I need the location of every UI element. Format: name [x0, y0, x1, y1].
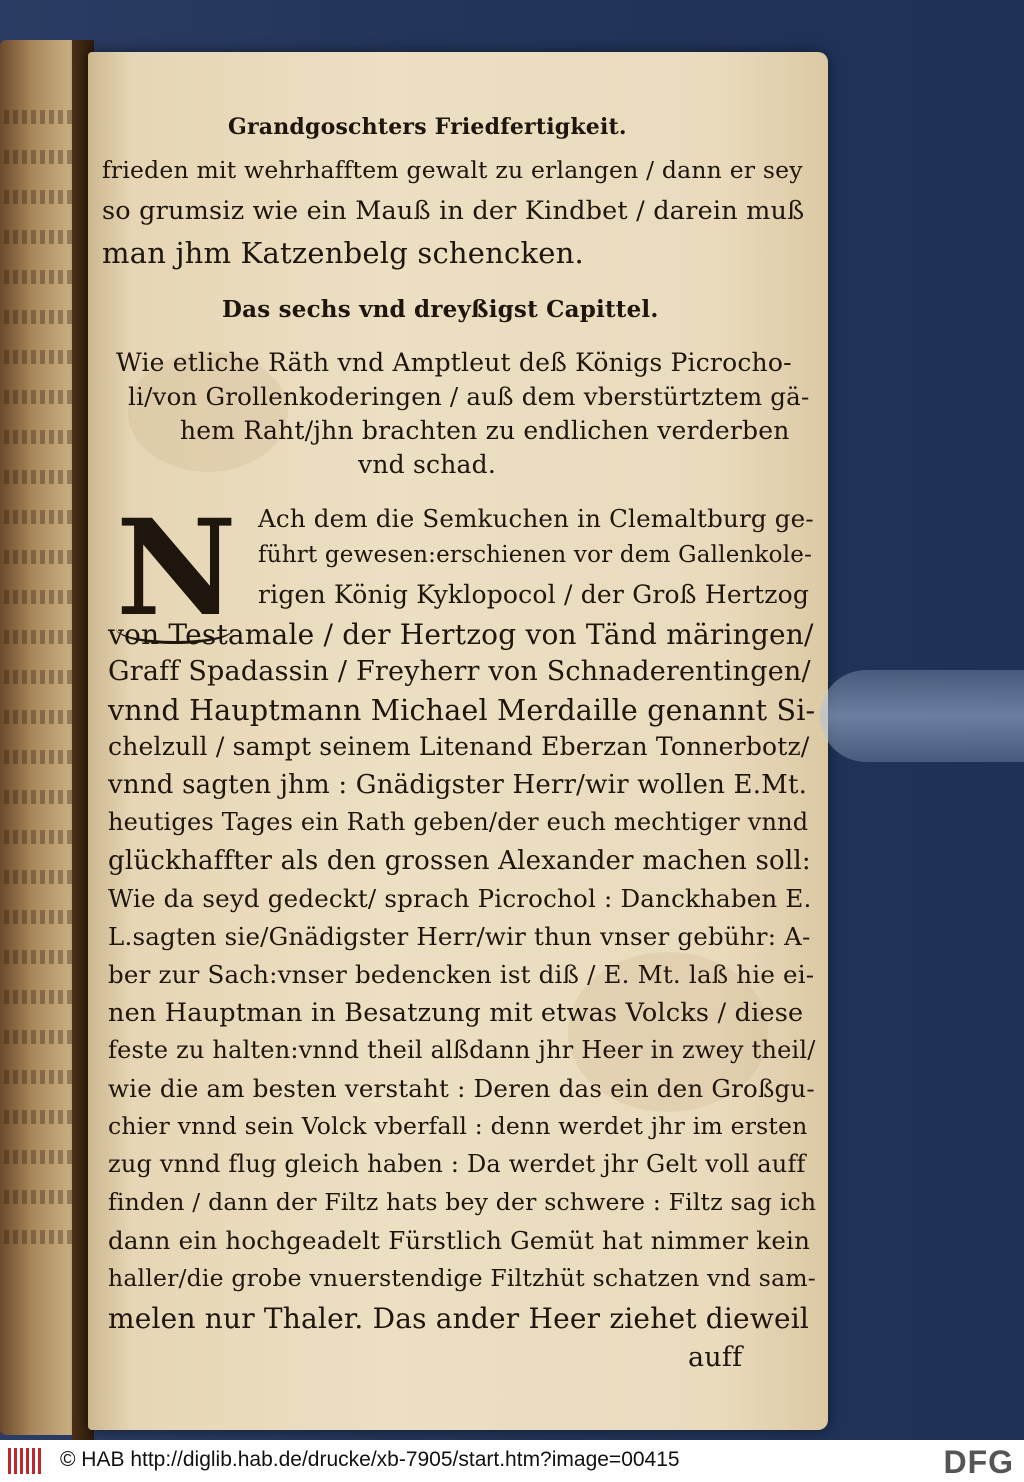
text-line: vnnd Hauptmann Michael Merdaille genannt Si- [108, 694, 816, 727]
text-line: feste zu halten:vnnd theil alßdann jhr Heer in zwey theil/ [108, 1036, 816, 1064]
text-line: Graff Spadassin / Freyherr von Schnaderentingen/ [108, 656, 811, 687]
text-line: haller/die grobe vnuerstendige Filtzhüt schatzen vnd sam- [108, 1264, 816, 1292]
text-line: nen Hauptman in Besatzung mit etwas Volcks / diese [108, 998, 804, 1028]
chapter-heading-line: hem Raht/jhn brachten zu endlichen verderben [180, 416, 790, 445]
text-line: chelzull / sampt seinem Litenand Eberzan Tonnerbotz/ [108, 732, 810, 761]
text-line: heutiges Tages ein Rath geben/der euch mechtiger vnnd [108, 808, 809, 836]
hab-logo-icon [6, 1448, 46, 1474]
footer-bar [0, 1440, 1024, 1482]
glass-page-clamp [820, 670, 1024, 762]
text-line: finden / dann der Filtz hats bey der schwere : Filtz sag ich [108, 1188, 817, 1216]
text-line: Wie da seyd gedeckt/ sprach Picrochol : Danckhaben E. [108, 884, 812, 913]
text-line: rigen König Kyklopocol / der Groß Hertzog [258, 580, 810, 609]
text-line: chier vnnd sein Volck vberfall : denn werdet jhr im ersten [108, 1112, 808, 1140]
running-head: Grandgoschters Friedfertigkeit. [228, 114, 627, 140]
chapter-heading-line: Wie etliche Räth vnd Amptleut deß Königs Picrocho- [116, 348, 792, 377]
dfg-logo: DFG [943, 1444, 1014, 1480]
chapter-heading-line: vnd schad. [358, 450, 496, 479]
text-line: ber zur Sach:vnser bedencken ist diß / E. Mt. laß hie ei- [108, 960, 815, 989]
text-line: L.sagten sie/Gnädigster Herr/wir thun vnser gebühr: A- [108, 922, 811, 951]
text-line: von Testamale / der Hertzog von Tänd märingen/ [108, 618, 814, 651]
source-link[interactable]: © HAB http://diglib.hab.de/drucke/xb-7905/start.htm?image=00415 [60, 1448, 680, 1471]
text-line: vnnd sagten jhm : Gnädigster Herr/wir wollen E.Mt. [108, 770, 808, 800]
initial-letter: N [116, 491, 237, 646]
text-line: Ach dem die Semkuchen in Clemaltburg ge- [258, 504, 814, 533]
text-line: dann ein hochgeadelt Fürstlich Gemüt hat nimmer kein [108, 1226, 811, 1255]
text-line: glückhaffter als den grossen Alexander machen soll: [108, 846, 811, 876]
chapter-title: Das sechs vnd dreyßigst Capittel. [222, 296, 659, 323]
catchword: auff [688, 1342, 743, 1373]
chapter-heading-line: li/von Grollenkoderingen / auß dem vberstürtztem gä- [128, 382, 810, 411]
text-line: führt gewesen:erschienen vor dem Gallenkole- [258, 542, 813, 568]
text-line: so grumsiz wie ein Mauß in der Kindbet / darein muß [102, 196, 805, 226]
text-line: zug vnnd flug gleich haben : Da werdet jhr Gelt voll auff [108, 1150, 806, 1178]
book-page [88, 52, 828, 1430]
decorated-initial [116, 491, 237, 646]
text-line: man jhm Katzenbelg schencken. [102, 236, 584, 270]
text-line: wie die am besten verstaht : Deren das ein den Großgu- [108, 1074, 815, 1103]
text-line: frieden mit wehrhafftem gewalt zu erlangen / dann er sey [102, 156, 803, 184]
text-line: melen nur Thaler. Das ander Heer ziehet dieweil [108, 1302, 810, 1335]
